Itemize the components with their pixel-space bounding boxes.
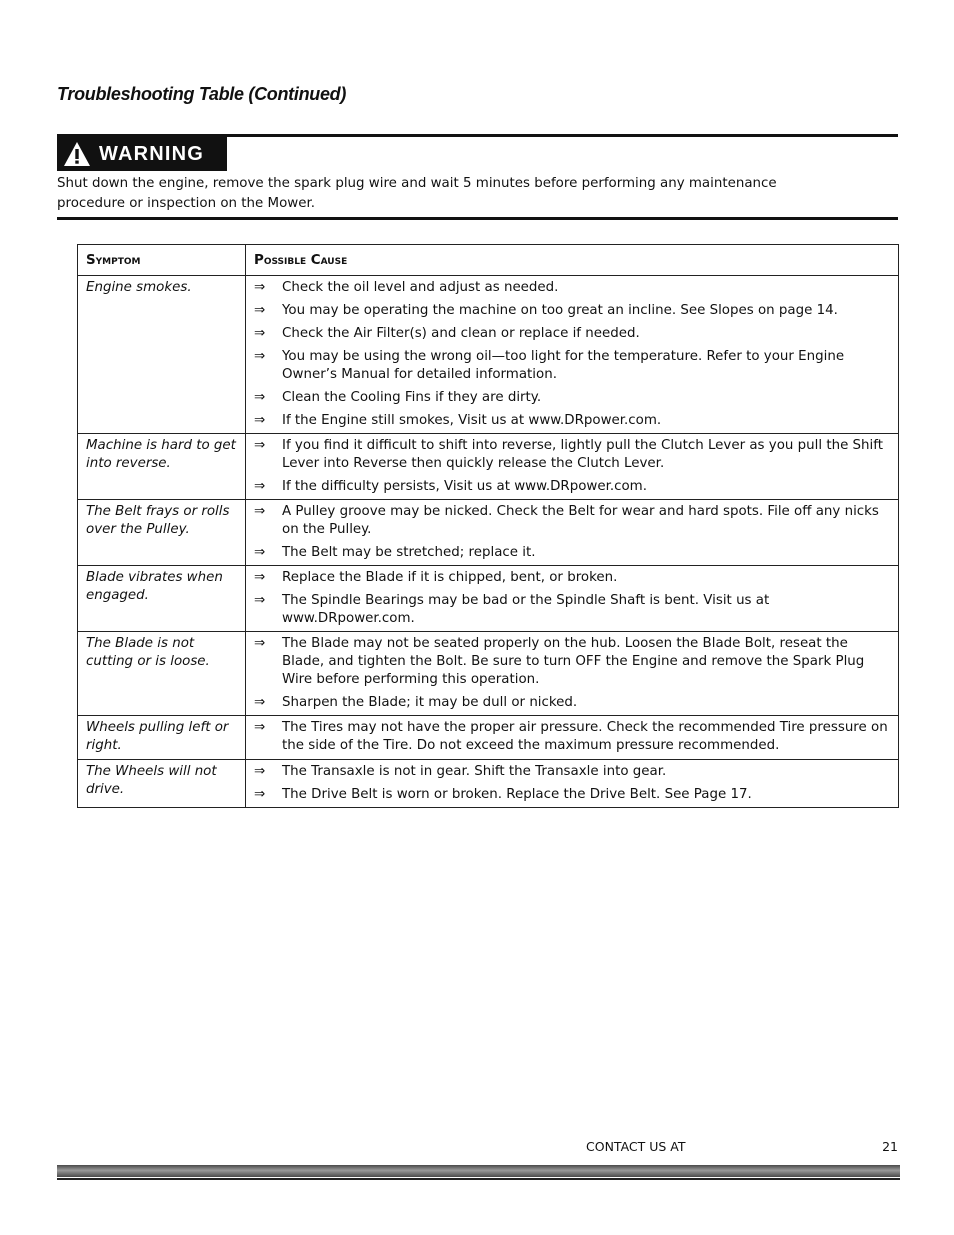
warning-label-text: WARNING bbox=[99, 142, 205, 165]
cause-text: A Pulley groove may be nicked. Check the Belt for wear and hard spots. File off any nicks on the Pulley. bbox=[282, 504, 879, 537]
cause-item bbox=[254, 763, 890, 781]
cause-text: The Blade may not be seated properly on the hub. Loosen the Blade Bolt, reseat the Blade, and tighten the Bolt. Be sure to turn OFF the Engine and remove the Spark Plug Wire before performing this operation. bbox=[282, 636, 865, 687]
cause-item bbox=[254, 635, 890, 689]
cause-text: The Transaxle is not in gear. Shift the Transaxle into gear. bbox=[282, 764, 667, 779]
symptom-cell: Machine is hard to get into reverse. bbox=[78, 434, 246, 500]
cause-text: If you find it difficult to shift into reverse, lightly pull the Clutch Lever as you pull the Shift Lever into Reverse then quickly release the Clutch Lever. bbox=[282, 438, 883, 471]
causes-cell bbox=[246, 716, 899, 760]
cause-item bbox=[254, 694, 890, 712]
arrow-bullet-icon: ⇒ bbox=[254, 764, 266, 779]
causes-cell bbox=[246, 276, 899, 434]
cause-item bbox=[254, 302, 890, 320]
arrow-bullet-icon: ⇒ bbox=[254, 504, 266, 519]
cause-text: The Drive Belt is worn or broken. Replace the Drive Belt. See Page 17. bbox=[282, 787, 752, 802]
cause-item bbox=[254, 592, 890, 628]
arrow-bullet-icon: ⇒ bbox=[254, 479, 266, 494]
arrow-bullet-icon: ⇒ bbox=[254, 593, 266, 608]
table-body bbox=[78, 276, 899, 808]
cause-text: Replace the Blade if it is chipped, bent, or broken. bbox=[282, 570, 618, 585]
troubleshooting-table bbox=[77, 244, 899, 808]
cause-text: The Belt may be stretched; replace it. bbox=[282, 545, 536, 560]
possible-cause-header: Possible Cause bbox=[246, 245, 899, 276]
section-title: Troubleshooting Table (Continued) bbox=[57, 84, 347, 104]
cause-item bbox=[254, 348, 890, 384]
cause-text: You may be operating the machine on too great an incline. See Slopes on page 14. bbox=[282, 303, 838, 318]
symptom-cell: Engine smokes. bbox=[78, 276, 246, 434]
arrow-bullet-icon: ⇒ bbox=[254, 570, 266, 585]
table-row bbox=[78, 632, 899, 716]
cause-item bbox=[254, 569, 890, 587]
cause-text: If the difficulty persists, Visit us at www.DRpower.com. bbox=[282, 479, 647, 494]
arrow-bullet-icon: ⇒ bbox=[254, 636, 266, 651]
footer-contact: CONTACT US AT bbox=[586, 1139, 686, 1154]
table-row bbox=[78, 500, 899, 566]
arrow-bullet-icon: ⇒ bbox=[254, 349, 266, 364]
symptom-header: Symptom bbox=[78, 245, 246, 276]
cause-text: Check the Air Filter(s) and clean or replace if needed. bbox=[282, 326, 640, 341]
table-row bbox=[78, 566, 899, 632]
causes-cell bbox=[246, 760, 899, 808]
symptom-cell: Blade vibrates when engaged. bbox=[78, 566, 246, 632]
table-row bbox=[78, 276, 899, 434]
warning-text: Shut down the engine, remove the spark plug wire and wait 5 minutes before performing any maintenance procedure or inspection on the Mower. bbox=[57, 176, 777, 211]
cause-item bbox=[254, 719, 890, 755]
causes-cell bbox=[246, 632, 899, 716]
table-header-row bbox=[78, 245, 899, 276]
arrow-bullet-icon: ⇒ bbox=[254, 326, 266, 341]
warning-label bbox=[57, 137, 227, 171]
cause-item bbox=[254, 389, 890, 407]
cause-text: Check the oil level and adjust as needed. bbox=[282, 280, 559, 295]
causes-cell bbox=[246, 566, 899, 632]
symptom-cell: The Belt frays or rolls over the Pulley. bbox=[78, 500, 246, 566]
arrow-bullet-icon: ⇒ bbox=[254, 413, 266, 428]
cause-item bbox=[254, 544, 890, 562]
cause-text: The Spindle Bearings may be bad or the Spindle Shaft is bent. Visit us at www.DRpower.com. bbox=[282, 593, 770, 626]
causes-cell bbox=[246, 500, 899, 566]
arrow-bullet-icon: ⇒ bbox=[254, 390, 266, 405]
table-row bbox=[78, 716, 899, 760]
footer-bar bbox=[57, 1165, 900, 1181]
cause-item bbox=[254, 437, 890, 473]
arrow-bullet-icon: ⇒ bbox=[254, 787, 266, 802]
cause-item bbox=[254, 412, 890, 430]
causes-cell bbox=[246, 434, 899, 500]
alert-triangle-icon bbox=[62, 140, 92, 168]
cause-text: The Tires may not have the proper air pressure. Check the recommended Tire pressure on the side of the Tire. Do not exceed the maximum pressure recommended. bbox=[282, 720, 888, 753]
symptom-cell: Wheels pulling left or right. bbox=[78, 716, 246, 760]
warning-bottom-rule bbox=[57, 217, 898, 220]
symptom-cell: The Blade is not cutting or is loose. bbox=[78, 632, 246, 716]
cause-item bbox=[254, 786, 890, 804]
cause-item bbox=[254, 478, 890, 496]
cause-text: Clean the Cooling Fins if they are dirty. bbox=[282, 390, 542, 405]
cause-item bbox=[254, 279, 890, 297]
cause-text: If the Engine still smokes, Visit us at www.DRpower.com. bbox=[282, 413, 662, 428]
arrow-bullet-icon: ⇒ bbox=[254, 720, 266, 735]
symptom-cell: The Wheels will not drive. bbox=[78, 760, 246, 808]
arrow-bullet-icon: ⇒ bbox=[254, 280, 266, 295]
cause-text: You may be using the wrong oil—too light for the temperature. Refer to your Engine Owner’s Manual for detailed information. bbox=[282, 349, 845, 382]
cause-text: Sharpen the Blade; it may be dull or nicked. bbox=[282, 695, 578, 710]
table-row bbox=[78, 760, 899, 808]
arrow-bullet-icon: ⇒ bbox=[254, 438, 266, 453]
cause-item bbox=[254, 503, 890, 539]
arrow-bullet-icon: ⇒ bbox=[254, 695, 266, 710]
page-number: 21 bbox=[882, 1139, 898, 1154]
table-row bbox=[78, 434, 899, 500]
cause-item bbox=[254, 325, 890, 343]
arrow-bullet-icon: ⇒ bbox=[254, 545, 266, 560]
arrow-bullet-icon: ⇒ bbox=[254, 303, 266, 318]
